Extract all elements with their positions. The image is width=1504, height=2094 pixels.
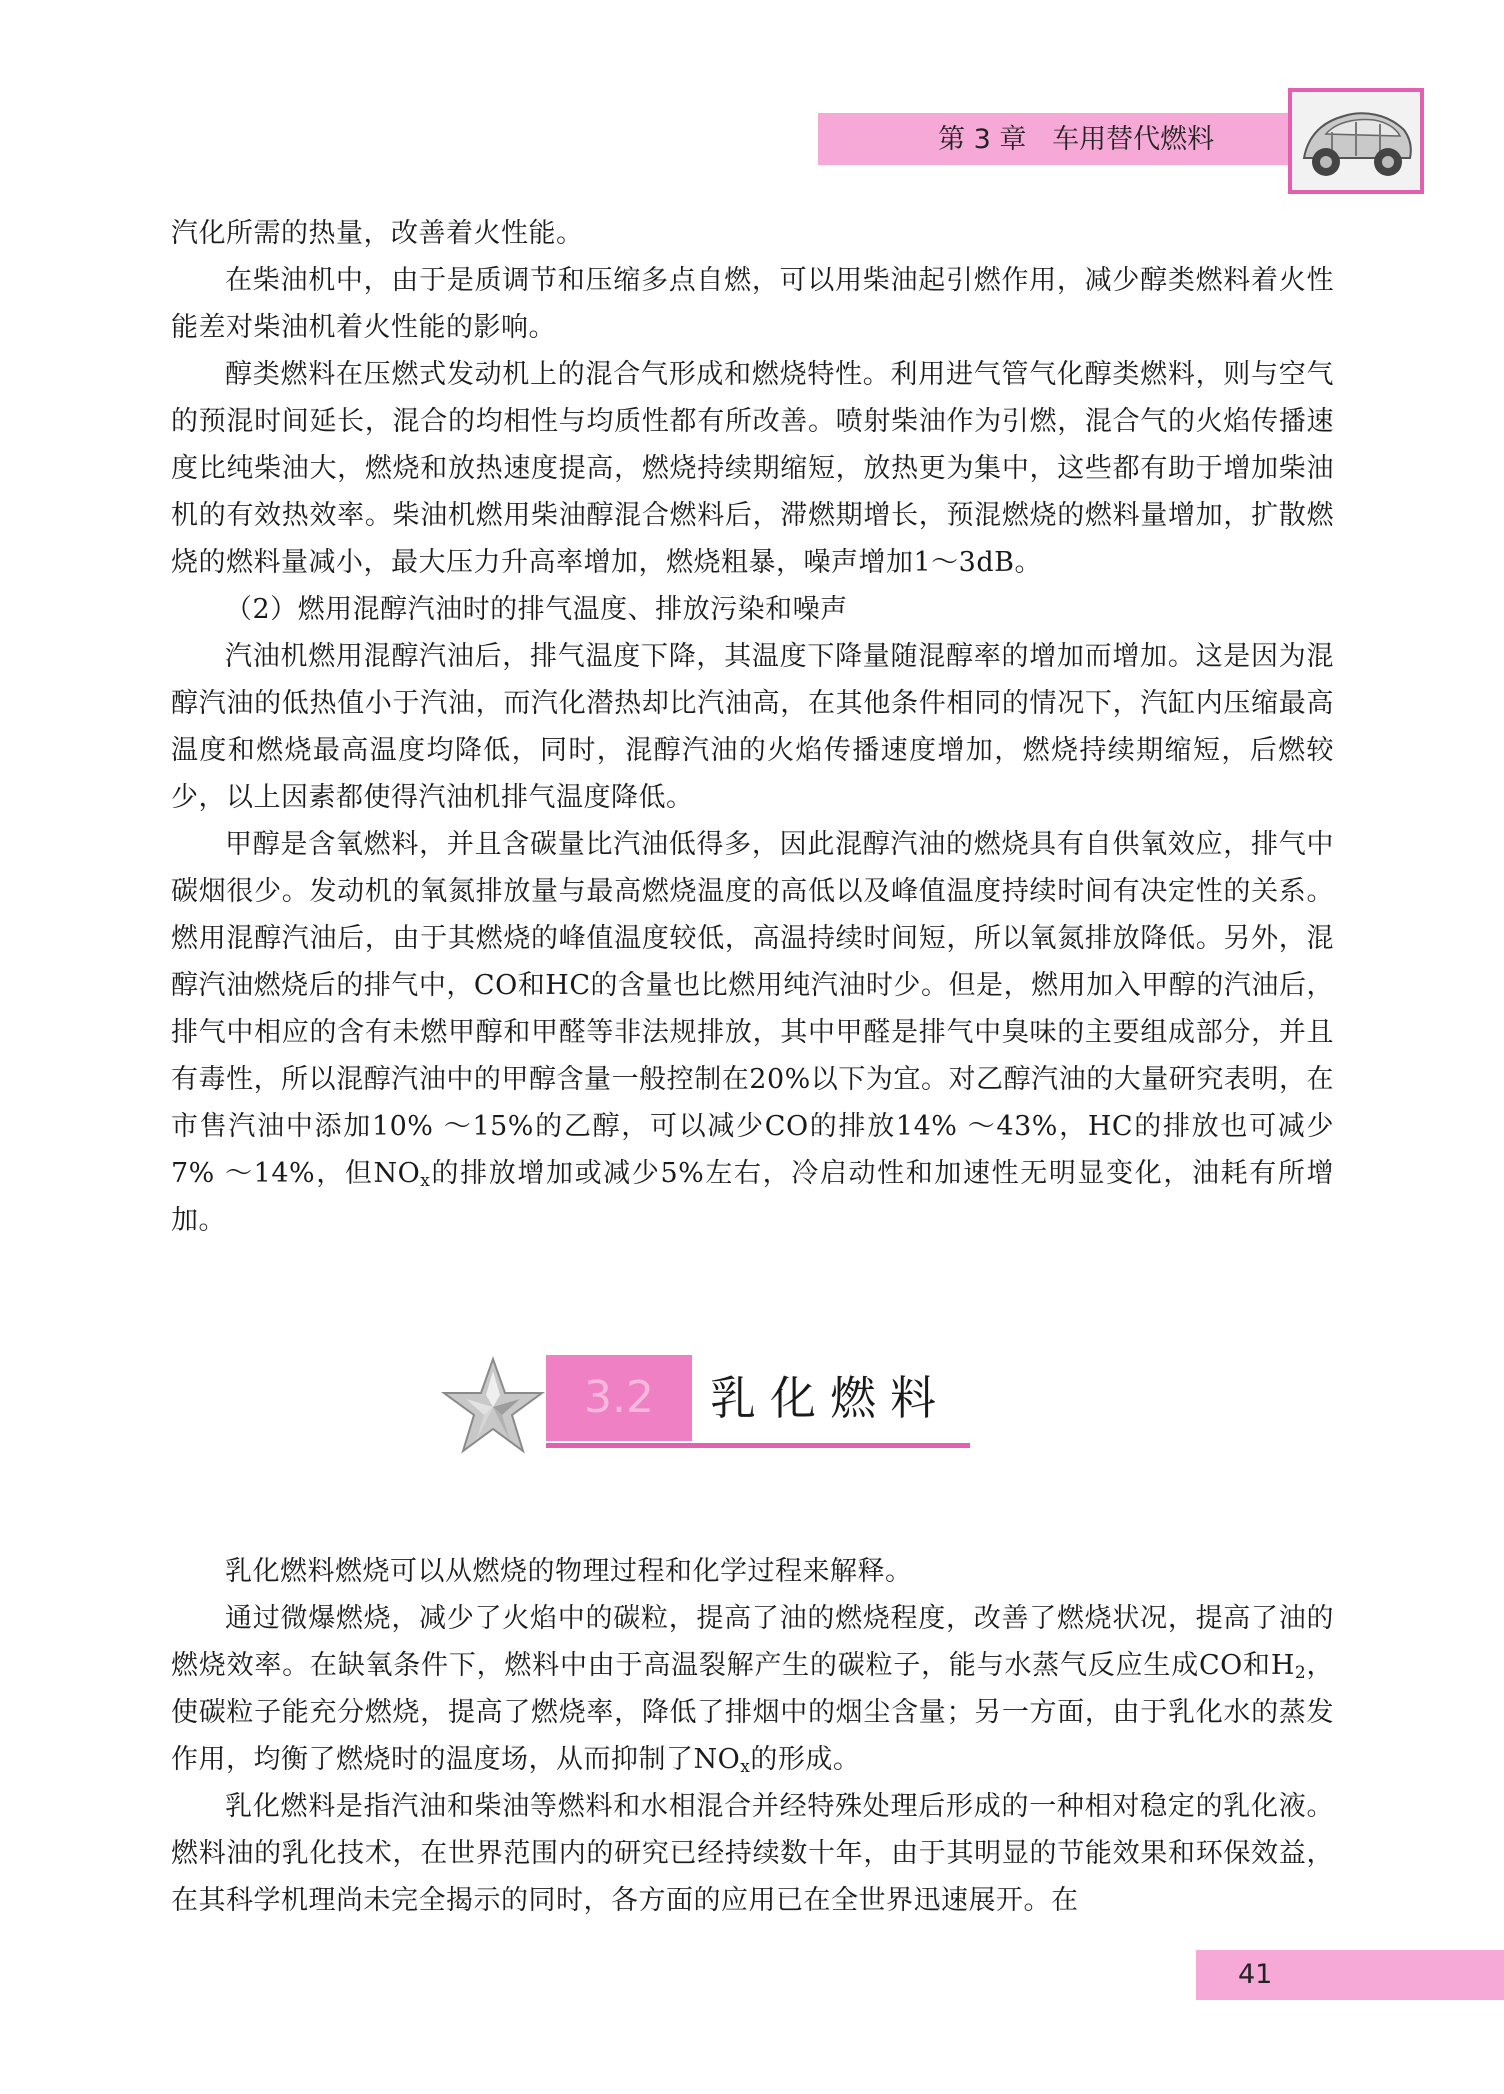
page-number: 41 — [1196, 1950, 1504, 2000]
paragraph — [171, 821, 1334, 1244]
subscript: x — [740, 1757, 751, 1777]
paragraph — [171, 210, 1334, 257]
paragraph-text: 乳化燃料是指汽油和柴油等燃料和水相混合并经特殊处理后形成的一种相对稳定的乳化液。燃料油的乳化技术，在世界范围内的研究已经持续数十年，由于其明显的节能效果和环保效益，在其科学机理尚未完全揭示的同时，各方面的应用已在全世界迅速展开。在 — [171, 1791, 1334, 1916]
paragraph — [171, 257, 1334, 351]
chapter-title: 车用替代燃料 — [1052, 124, 1215, 155]
paragraph-text: （2）燃用混醇汽油时的排气温度、排放污染和噪声 — [225, 594, 848, 625]
paragraph — [171, 351, 1334, 586]
paragraph-text: 汽化所需的热量，改善着火性能。 — [171, 218, 584, 249]
paragraph — [171, 1595, 1334, 1783]
car-chassis-illustration — [1292, 92, 1420, 190]
chapter-number: 第 3 章 — [938, 124, 1027, 155]
subscript: 2 — [1294, 1663, 1307, 1683]
subscript: x — [420, 1171, 431, 1191]
section-heading — [440, 1355, 980, 1455]
paragraph-text: 的排放增加或减少5%左右，冷启动性和加速性无明显变化，油耗有所增加。 — [171, 1158, 1334, 1236]
paragraph-text: 甲醇是含氧燃料，并且含碳量比汽油低得多，因此混醇汽油的燃烧具有自供氧效应，排气中碳烟很少。发动机的氧氮排放量与最高燃烧温度的高低以及峰值温度持续时间有决定性的关系。燃用混醇汽油后，由于其燃烧的峰值温度较低，高温持续时间短，所以氧氮排放降低。另外，混醇汽油燃烧后的排气中，CO和HC的含量也比燃用纯汽油时少。但是，燃用加入甲醇的汽油后，排气中相应的含有未燃甲醇和甲醛等非法规排放，其中甲醛是排气中臭味的主要组成部分，并且有毒性，所以混醇汽油中的甲醇含量一般控制在20%以下为宜。对乙醇汽油的大量研究表明，在市售汽油中添加10% ～15%的乙醇，可以减少CO的排放14% ～43%，HC的排放也可减少7% ～14%，但NO — [171, 829, 1334, 1189]
paragraph-text: 乳化燃料燃烧可以从燃烧的物理过程和化学过程来解释。 — [225, 1556, 913, 1587]
paragraph-text: 在柴油机中，由于是质调节和压缩多点自燃，可以用柴油起引燃作用，减少醇类燃料着火性能差对柴油机着火性能的影响。 — [171, 265, 1334, 343]
section-underline — [546, 1443, 970, 1448]
paragraph-text: 汽油机燃用混醇汽油后，排气温度下降，其温度下降量随混醇率的增加而增加。这是因为混醇汽油的低热值小于汽油，而汽化潜热却比汽油高，在其他条件相同的情况下，汽缸内压缩最高温度和燃烧最高温度均降低，同时，混醇汽油的火焰传播速度增加，燃烧持续期缩短，后燃较少，以上因素都使得汽油机排气温度降低。 — [171, 641, 1334, 813]
running-header — [938, 118, 1214, 162]
section-number: 3.2 — [546, 1355, 692, 1441]
paragraph-text: 醇类燃料在压燃式发动机上的混合气形成和燃烧特性。利用进气管气化醇类燃料，则与空气的预混时间延长，混合的均相性与均质性都有所改善。喷射柴油作为引燃，混合气的火焰传播速度比纯柴油大，燃烧和放热速度提高，燃烧持续期缩短，放热更为集中，这些都有助于增加柴油机的有效热效率。柴油机燃用柴油醇混合燃料后，滞燃期增长，预混燃烧的燃料量增加，扩散燃烧的燃料量减小，最大压力升高率增加，燃烧粗暴，噪声增加1～3dB。 — [171, 359, 1334, 578]
star-icon — [440, 1355, 546, 1455]
car-chassis-icon — [1288, 88, 1424, 194]
paragraph — [171, 586, 1334, 633]
paragraph — [171, 633, 1334, 821]
body-text-bottom — [171, 1548, 1334, 1924]
paragraph — [171, 1548, 1334, 1595]
paragraph — [171, 1783, 1334, 1924]
paragraph-text: ，使碳粒子能充分燃烧，提高了燃烧率，降低了排烟中的烟尘含量；另一方面，由于乳化水的蒸发作用，均衡了燃烧时的温度场，从而抑制了NO — [171, 1650, 1335, 1775]
body-text-top — [171, 210, 1334, 1244]
section-title: 乳化燃料 — [710, 1371, 950, 1425]
paragraph-text: 的形成。 — [750, 1744, 861, 1775]
paragraph-text: 通过微爆燃烧，减少了火焰中的碳粒，提高了油的燃烧程度，改善了燃烧状况，提高了油的燃烧效率。在缺氧条件下，燃料中由于高温裂解产生的碳粒子，能与水蒸气反应生成CO和H — [171, 1603, 1334, 1681]
